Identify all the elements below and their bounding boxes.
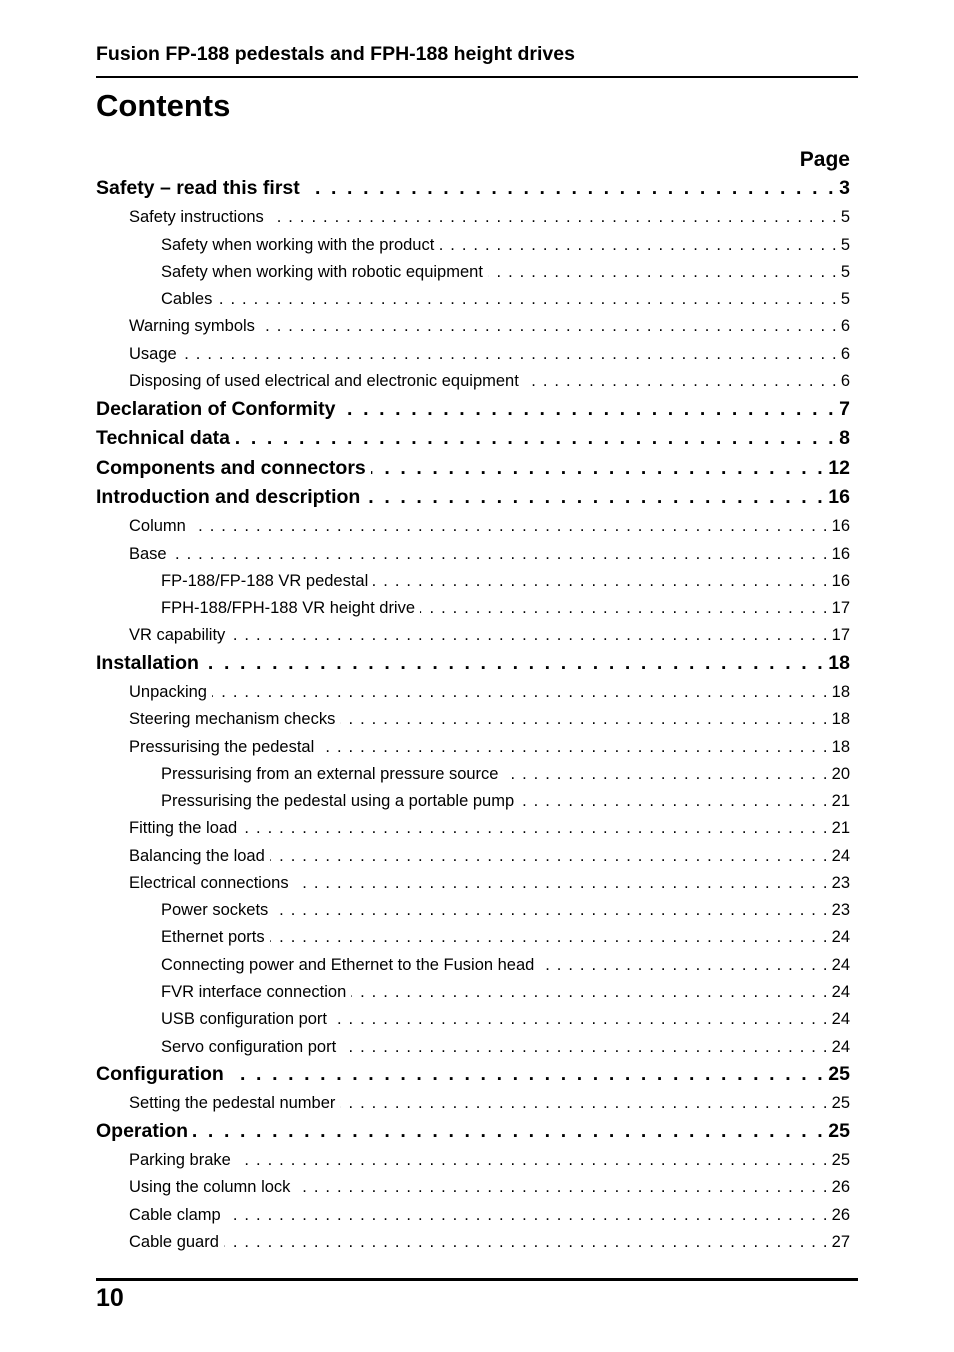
- toc-entry[interactable]: [129, 515, 850, 537]
- toc-entry[interactable]: [161, 1036, 850, 1058]
- toc-dot-leader: [269, 206, 838, 228]
- toc-entry[interactable]: [96, 1061, 850, 1087]
- toc-entry-title: Pressurising from an external pressure source: [161, 765, 499, 783]
- toc-entry-title: Disposing of used electrical and electronic equipment: [129, 372, 519, 390]
- toc-entry-page: 25: [828, 1063, 850, 1085]
- toc-entry-title: Safety when working with the product: [161, 236, 435, 254]
- toc-entry[interactable]: [161, 570, 850, 592]
- toc-dot-leader: [439, 234, 837, 256]
- toc-entry-page: 26: [831, 1178, 850, 1196]
- toc-entry[interactable]: [96, 175, 850, 201]
- toc-entry[interactable]: [161, 926, 850, 948]
- toc-entry-title: Installation: [96, 652, 199, 674]
- toc-dot-leader: [519, 790, 829, 812]
- toc-entry[interactable]: [129, 543, 850, 565]
- toc-entry-title: FP-188/FP-188 VR pedestal: [161, 572, 369, 590]
- toc-entry-page: 24: [831, 1038, 850, 1056]
- toc-entry-title: Safety when working with robotic equipment: [161, 263, 483, 281]
- toc-entry-title: Operation: [96, 1120, 189, 1142]
- toc-entry-title: Column: [129, 517, 186, 535]
- toc-entry-title: Safety instructions: [129, 208, 264, 226]
- toc-entry-title: Cable clamp: [129, 1206, 221, 1224]
- toc-entry[interactable]: [129, 1176, 850, 1198]
- toc-dot-leader: [524, 370, 838, 392]
- toc-entry-page: 12: [828, 457, 850, 479]
- toc-dot-leader: [236, 1149, 829, 1171]
- footer-rule: [96, 1278, 858, 1281]
- toc-entry[interactable]: [161, 288, 850, 310]
- toc-dot-leader: [217, 288, 837, 310]
- toc-dot-leader: [224, 1231, 829, 1253]
- toc-entry[interactable]: [96, 396, 850, 422]
- toc-dot-leader: [365, 484, 825, 510]
- toc-entry-title: Warning symbols: [129, 317, 255, 335]
- toc-entry[interactable]: [129, 872, 850, 894]
- toc-entry-page: 26: [831, 1206, 850, 1224]
- toc-dot-leader: [182, 343, 838, 365]
- page-column-heading: Page: [799, 148, 850, 171]
- toc-entry-title: Technical data: [96, 427, 231, 449]
- toc-entry-title: Using the column lock: [129, 1178, 291, 1196]
- toc-entry-page: 18: [831, 738, 850, 756]
- toc-entry[interactable]: [161, 1008, 850, 1030]
- toc-dot-leader: [340, 708, 828, 730]
- toc-entry-page: 25: [828, 1120, 850, 1142]
- toc-entry-title: Fitting the load: [129, 819, 238, 837]
- toc-entry-title: USB configuration port: [161, 1010, 328, 1028]
- toc-entry-page: 27: [831, 1233, 850, 1251]
- toc-entry-page: 5: [840, 263, 850, 281]
- toc-entry-page: 3: [839, 177, 850, 199]
- toc-entry-title: Usage: [129, 345, 177, 363]
- toc-entry[interactable]: [96, 455, 850, 481]
- toc-entry[interactable]: [161, 790, 850, 812]
- toc-entry-title: Setting the pedestal number: [129, 1094, 336, 1112]
- toc-dot-leader: [226, 1204, 829, 1226]
- running-header: Fusion FP-188 pedestals and FPH-188 height drives: [96, 43, 575, 65]
- toc-dot-leader: [319, 736, 828, 758]
- toc-entry-title: Connecting power and Ethernet to the Fusion head: [161, 956, 535, 974]
- toc-entry-title: VR capability: [129, 626, 226, 644]
- toc-entry-page: 24: [831, 1010, 850, 1028]
- toc-entry[interactable]: [129, 1231, 850, 1253]
- toc-entry[interactable]: [129, 370, 850, 392]
- toc-dot-leader: [242, 817, 828, 839]
- toc-entry-page: 21: [831, 792, 850, 810]
- toc-dot-leader: [235, 425, 836, 451]
- toc-dot-leader: [373, 570, 828, 592]
- toc-entry-title: Cable guard: [129, 1233, 219, 1251]
- toc-entry-title: Components and connectors: [96, 457, 366, 479]
- toc-entry[interactable]: [129, 817, 850, 839]
- toc-entry[interactable]: [96, 425, 850, 451]
- toc-entry-page: 23: [831, 901, 850, 919]
- toc-entry-page: 16: [831, 545, 850, 563]
- toc-entry[interactable]: [129, 736, 850, 758]
- toc-entry-page: 18: [831, 710, 850, 728]
- toc-entry[interactable]: [96, 650, 850, 676]
- toc-entry-page: 24: [831, 956, 850, 974]
- toc-entry-title: Unpacking: [129, 683, 207, 701]
- toc-entry[interactable]: [129, 1204, 850, 1226]
- toc-entry-title: FVR interface connection: [161, 983, 347, 1001]
- toc-entry-title: Balancing the load: [129, 847, 265, 865]
- toc-entry-page: 5: [840, 208, 850, 226]
- toc-entry-page: 16: [831, 517, 850, 535]
- toc-entry-title: Safety – read this first: [96, 177, 300, 199]
- toc-dot-leader: [305, 175, 836, 201]
- toc-dot-leader: [503, 763, 828, 785]
- toc-entry[interactable]: [161, 234, 850, 256]
- toc-dot-leader: [273, 899, 828, 921]
- toc-dot-leader: [371, 455, 826, 481]
- toc-entry[interactable]: [129, 845, 850, 867]
- toc-entry-page: 24: [831, 928, 850, 946]
- toc-entry[interactable]: [129, 343, 850, 365]
- toc-entry-page: 18: [828, 652, 850, 674]
- toc-entry-page: 25: [831, 1094, 850, 1112]
- toc-dot-leader: [488, 261, 838, 283]
- toc-entry[interactable]: [129, 624, 850, 646]
- toc-entry[interactable]: [161, 954, 850, 976]
- toc-entry-page: 25: [831, 1151, 850, 1169]
- toc-dot-leader: [295, 1176, 828, 1198]
- toc-dot-leader: [204, 650, 825, 676]
- toc-dot-leader: [340, 396, 836, 422]
- toc-entry-page: 24: [831, 847, 850, 865]
- toc-entry-title: Pressurising the pedestal: [129, 738, 315, 756]
- toc-entry[interactable]: [129, 1092, 850, 1114]
- toc-entry-page: 8: [839, 427, 850, 449]
- toc-entry-title: Pressurising the pedestal using a portable pump: [161, 792, 515, 810]
- toc-dot-leader: [420, 597, 829, 619]
- toc-entry-page: 16: [828, 486, 850, 508]
- toc-entry-title: Introduction and description: [96, 486, 361, 508]
- toc-entry-page: 6: [840, 345, 850, 363]
- toc-dot-leader: [172, 543, 829, 565]
- toc-entry-page: 5: [840, 290, 850, 308]
- toc-entry-page: 17: [831, 626, 850, 644]
- toc-entry-page: 24: [831, 983, 850, 1001]
- toc-entry-title: Declaration of Conformity: [96, 398, 336, 420]
- toc-entry-title: Steering mechanism checks: [129, 710, 336, 728]
- toc-entry[interactable]: [96, 1118, 850, 1144]
- toc-entry[interactable]: [161, 899, 850, 921]
- toc-entry-page: 18: [831, 683, 850, 701]
- toc-entry-page: 23: [831, 874, 850, 892]
- page-title: Contents: [96, 88, 231, 123]
- toc-entry-page: 5: [840, 236, 850, 254]
- toc-dot-leader: [270, 845, 829, 867]
- toc-entry[interactable]: [161, 261, 850, 283]
- toc-dot-leader: [341, 1036, 828, 1058]
- toc-entry-title: Servo configuration port: [161, 1038, 337, 1056]
- toc-entry-page: 16: [831, 572, 850, 590]
- toc-dot-leader: [230, 624, 828, 646]
- toc-dot-leader: [332, 1008, 829, 1030]
- toc-entry[interactable]: [129, 1149, 850, 1171]
- toc-dot-leader: [191, 515, 829, 537]
- toc-entry-page: 20: [831, 765, 850, 783]
- page-number: 10: [96, 1284, 124, 1312]
- toc-entry-page: 6: [840, 317, 850, 335]
- toc-dot-leader: [340, 1092, 828, 1114]
- toc-entry-title: Ethernet ports: [161, 928, 265, 946]
- toc-entry-title: Power sockets: [161, 901, 269, 919]
- toc-entry-page: 7: [839, 398, 850, 420]
- toc-entry[interactable]: [129, 681, 850, 703]
- toc-dot-leader: [294, 872, 829, 894]
- toc-entry[interactable]: [161, 981, 850, 1003]
- toc-dot-leader: [260, 315, 838, 337]
- toc-dot-leader: [351, 981, 828, 1003]
- toc-entry[interactable]: [161, 597, 850, 619]
- toc-entry[interactable]: [129, 315, 850, 337]
- toc-entry[interactable]: [129, 206, 850, 228]
- toc-entry-page: 6: [840, 372, 850, 390]
- toc-entry-page: 21: [831, 819, 850, 837]
- toc-entry-title: Electrical connections: [129, 874, 289, 892]
- toc-entry-title: Configuration: [96, 1063, 224, 1085]
- toc-entry[interactable]: [96, 484, 850, 510]
- toc-dot-leader: [539, 954, 828, 976]
- toc-entry-title: Base: [129, 545, 167, 563]
- toc-entry-title: Cables: [161, 290, 213, 308]
- toc-entry-page: 17: [831, 599, 850, 617]
- toc-dot-leader: [270, 926, 829, 948]
- toc-entry-title: FPH-188/FPH-188 VR height drive: [161, 599, 416, 617]
- toc-dot-leader: [229, 1061, 825, 1087]
- toc-entry[interactable]: [161, 763, 850, 785]
- toc-entry[interactable]: [129, 708, 850, 730]
- toc-dot-leader: [193, 1118, 825, 1144]
- toc-entry-title: Parking brake: [129, 1151, 231, 1169]
- toc-dot-leader: [212, 681, 829, 703]
